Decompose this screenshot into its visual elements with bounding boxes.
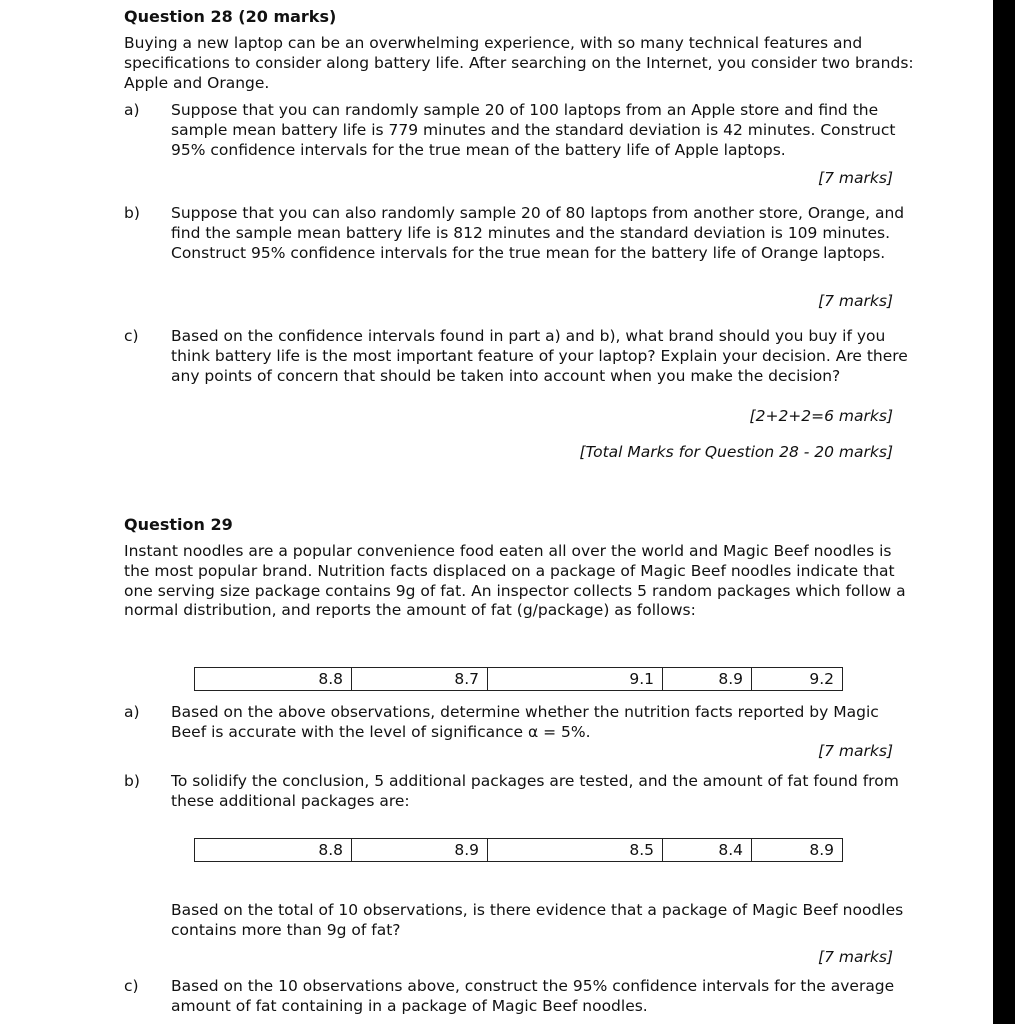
question-28-intro: Buying a new laptop can be an overwhelming experience, with so many technical features and specifications to consider along battery life. After searching on the Internet, you consider two brands: Apple and Orange. [124,34,914,92]
table-row [195,668,843,691]
question-28-part-c-marks: [2+2+2=6 marks] [749,407,893,425]
table-cell: 8.9 [752,839,843,862]
table-cell: 8.9 [663,668,752,691]
part-label: b) [124,204,140,222]
table-cell: 9.2 [752,668,843,691]
observations-table-1 [194,667,843,691]
table-cell: 9.1 [488,668,663,691]
question-28-part-a-marks: [7 marks] [818,169,893,187]
part-label: b) [124,772,140,790]
question-29-intro: Instant noodles are a popular convenience food eaten all over the world and Magic Beef noodles is the most popular brand. Nutrition facts displaced on a package of Magic Beef noodles indicate that one serving size package contains 9g of fat. An inspector collects 5 random packages which follow a normal distribution, and reports the amount of fat (g/package) as follows: [124,542,906,620]
question-28-part-b-marks: [7 marks] [818,292,893,310]
table-cell: 8.9 [352,839,488,862]
part-label: a) [124,703,140,721]
part-text: Suppose that you can randomly sample 20 of 100 laptops from an Apple store and find the sample mean battery life is 779 minutes and the standard deviation is 42 minutes. Construct 95% confidence intervals for the true mean of the battery life of Apple laptops. [171,101,896,159]
question-28-total-marks: [Total Marks for Question 28 - 20 marks] [579,443,893,461]
part-text: Suppose that you can also randomly sample 20 of 80 laptops from another store, Orange, and find the sample mean battery life is 812 minutes and the standard deviation is 109 minutes. Construct 95% confidence intervals for the true mean for the battery life of Orange laptops. [171,204,905,262]
part-text: Based on the 10 observations above, construct the 95% confidence intervals for the average amount of fat containing in a package of Magic Beef noodles. [171,977,895,1015]
question-29-part-b-marks: [7 marks] [818,948,893,966]
part-label: c) [124,977,139,995]
table-cell: 8.5 [488,839,663,862]
question-28-title: Question 28 (20 marks) [124,7,337,26]
table-cell: 8.8 [195,839,352,862]
part-text: To solidify the conclusion, 5 additional packages are tested, and the amount of fat found from these additional packages are: [171,772,899,810]
table-cell: 8.8 [195,668,352,691]
part-text: Based on the confidence intervals found in part a) and b), what brand should you buy if you think battery life is the most important feature of your laptop? Explain your decision. Are there any points of concern that should be taken into account when you make the decision? [171,327,908,385]
question-29-part-a-marks: [7 marks] [818,742,893,760]
part-text: Based on the above observations, determine whether the nutrition facts reported by Magic Beef is accurate with the level of significance α = 5%. [171,703,879,741]
observations-table-2 [194,838,843,862]
part-label: a) [124,101,140,119]
table-cell: 8.7 [352,668,488,691]
table-row [195,839,843,862]
table-cell: 8.4 [663,839,752,862]
question-29-title: Question 29 [124,515,233,534]
part-label: c) [124,327,139,345]
question-29-part-b-followup: Based on the total of 10 observations, is there evidence that a package of Magic Beef noodles contains more than 9g of fat? [171,901,904,939]
